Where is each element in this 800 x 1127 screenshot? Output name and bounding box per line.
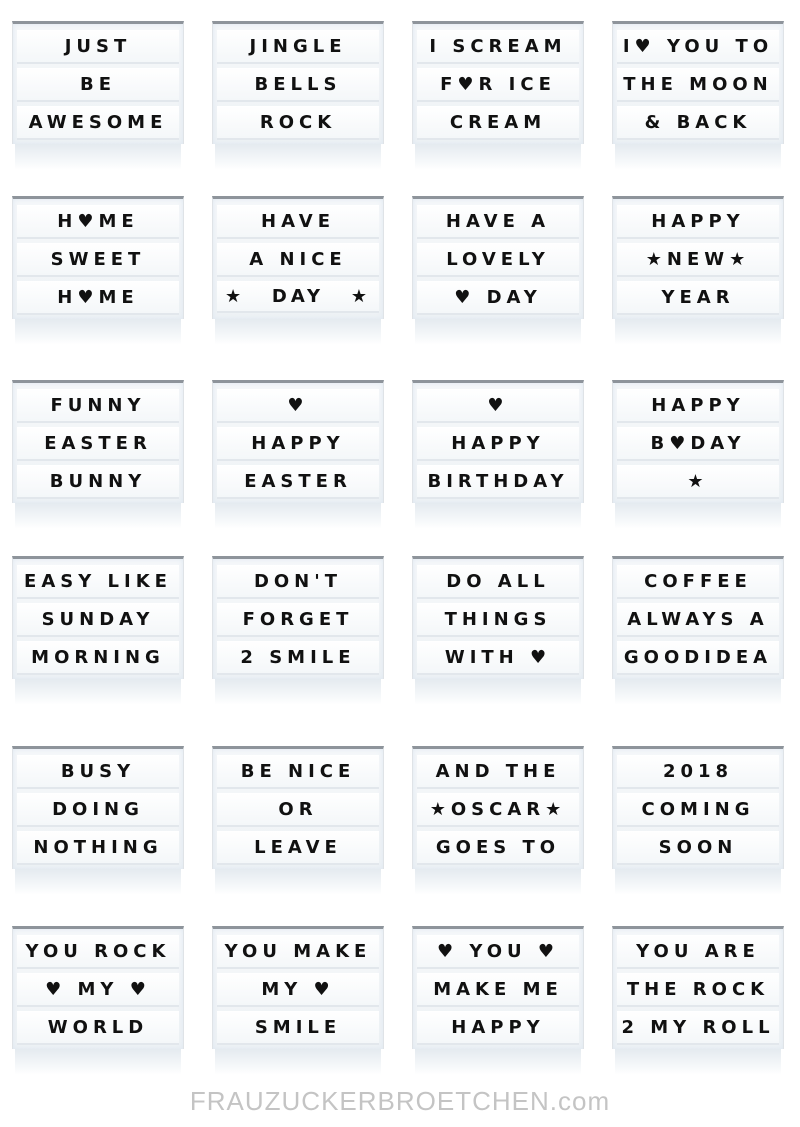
lightbox-jingle-bells-rock xyxy=(212,21,384,144)
lightbox-happy-new-year xyxy=(612,196,784,319)
lightbox-line: MY ♥ xyxy=(217,973,379,1007)
lightbox-line: H♥ME xyxy=(17,281,179,315)
lightbox-home-sweet-home xyxy=(12,196,184,319)
lightbox-line: ★NEW★ xyxy=(617,243,779,277)
lightbox-line: ALWAYS A xyxy=(617,603,779,637)
lightbox-line: BUNNY xyxy=(17,465,179,499)
lightbox-line: EASY LIKE xyxy=(17,565,179,599)
lightbox-line: ★OSCAR★ xyxy=(417,793,579,827)
lightbox-you-are-the-rock-2-my-roll xyxy=(612,926,784,1049)
lightbox-line: 2 MY ROLL xyxy=(617,1011,779,1045)
lightbox-line: MORNING xyxy=(17,641,179,675)
lightbox-line: HAVE A xyxy=(417,205,579,239)
footer-watermark: FRAUZUCKERBROETCHEN.com xyxy=(189,1086,611,1116)
lightbox-line: DOING xyxy=(17,793,179,827)
lightbox-be-nice-or-leave xyxy=(212,746,384,869)
lightbox-line: EASTER xyxy=(217,465,379,499)
lightbox-line: YOU MAKE xyxy=(217,935,379,969)
lightbox-line: & BACK xyxy=(617,106,779,140)
lightbox-line: THE ROCK xyxy=(617,973,779,1007)
lightbox-line: JUST xyxy=(17,30,179,64)
lightbox-line: BE xyxy=(17,68,179,102)
lightbox-line: SWEET xyxy=(17,243,179,277)
lightbox-line: HAPPY xyxy=(417,427,579,461)
lightbox-line: COMING xyxy=(617,793,779,827)
lightbox-line: HAPPY xyxy=(217,427,379,461)
lightbox-do-all-things-with-love xyxy=(412,556,584,679)
lightbox-line: EASTER xyxy=(17,427,179,461)
lightbox-2018-coming-soon xyxy=(612,746,784,869)
lightbox-line: SMILE xyxy=(217,1011,379,1045)
lightbox-coffee-always-a-good-idea xyxy=(612,556,784,679)
lightbox-line: BIRTHDAY xyxy=(417,465,579,499)
lightbox-have-a-nice-day xyxy=(212,196,384,319)
lightbox-you-make-my-smile xyxy=(212,926,384,1049)
lightbox-line: COFFEE xyxy=(617,565,779,599)
lightbox-line: ★ DAY ★ xyxy=(217,281,379,313)
lightbox-happy-birthday xyxy=(412,380,584,503)
lightbox-line: WORLD xyxy=(17,1011,179,1045)
lightbox-you-make-me-happy xyxy=(412,926,584,1049)
lightbox-line: I♥ YOU TO xyxy=(617,30,779,64)
lightbox-line: AND THE xyxy=(417,755,579,789)
lightbox-you-rock-my-world xyxy=(12,926,184,1049)
lightbox-line: ♥ MY ♥ xyxy=(17,973,179,1007)
lightbox-just-be-awesome xyxy=(12,21,184,144)
lightbox-line: DO ALL xyxy=(417,565,579,599)
lightbox-line: NOTHING xyxy=(17,831,179,865)
lightbox-line: OR xyxy=(217,793,379,827)
lightbox-line: BE NICE xyxy=(217,755,379,789)
lightbox-line: 2 SMILE xyxy=(217,641,379,675)
lightbox-funny-easter-bunny xyxy=(12,380,184,503)
lightbox-line: HAPPY xyxy=(617,205,779,239)
lightbox-line: SOON xyxy=(617,831,779,865)
lightbox-line: THINGS xyxy=(417,603,579,637)
lightbox-busy-doing-nothing xyxy=(12,746,184,869)
lightbox-line: DON'T xyxy=(217,565,379,599)
lightbox-line: A NICE xyxy=(217,243,379,277)
lightbox-line: WITH ♥ xyxy=(417,641,579,675)
lightbox-line: H♥ME xyxy=(17,205,179,239)
lightbox-line: B♥DAY xyxy=(617,427,779,461)
lightbox-line: FUNNY xyxy=(17,389,179,423)
lightbox-line: JINGLE xyxy=(217,30,379,64)
lightbox-line: I SCREAM xyxy=(417,30,579,64)
lightbox-i-love-you-to-the-moon xyxy=(612,21,784,144)
lightbox-line: SUNDAY xyxy=(17,603,179,637)
lightbox-line: YEAR xyxy=(617,281,779,315)
lightbox-line: ♥ YOU ♥ xyxy=(417,935,579,969)
lightbox-line: ROCK xyxy=(217,106,379,140)
lightbox-happy-easter xyxy=(212,380,384,503)
lightbox-line: GOODIDEA xyxy=(617,641,779,675)
lightbox-line: 2018 xyxy=(617,755,779,789)
lightbox-line: CREAM xyxy=(417,106,579,140)
lightbox-line: BUSY xyxy=(17,755,179,789)
lightbox-happy-bday xyxy=(612,380,784,503)
lightbox-line: HAVE xyxy=(217,205,379,239)
lightbox-line: AWESOME xyxy=(17,106,179,140)
lightbox-line: MAKE ME xyxy=(417,973,579,1007)
lightbox-line: FORGET xyxy=(217,603,379,637)
lightbox-line: LOVELY xyxy=(417,243,579,277)
lightbox-line: HAPPY xyxy=(417,1011,579,1045)
lightbox-i-scream-for-ice-cream xyxy=(412,21,584,144)
lightbox-line: F♥R ICE xyxy=(417,68,579,102)
lightbox-line: ♥ xyxy=(417,389,579,423)
lightbox-line: BELLS xyxy=(217,68,379,102)
lightbox-line: YOU ARE xyxy=(617,935,779,969)
lightbox-and-the-oscar-goes-to xyxy=(412,746,584,869)
lightbox-easy-like-sunday-morning xyxy=(12,556,184,679)
lightbox-line: THE MOON xyxy=(617,68,779,102)
lightbox-line: GOES TO xyxy=(417,831,579,865)
lightbox-have-a-lovely-day xyxy=(412,196,584,319)
lightbox-line: HAPPY xyxy=(617,389,779,423)
lightbox-line: ♥ xyxy=(217,389,379,423)
lightbox-line: ★ xyxy=(617,465,779,499)
lightbox-dont-forget-2-smile xyxy=(212,556,384,679)
lightbox-line: LEAVE xyxy=(217,831,379,865)
lightbox-line: YOU ROCK xyxy=(17,935,179,969)
lightbox-line: ♥ DAY xyxy=(417,281,579,315)
